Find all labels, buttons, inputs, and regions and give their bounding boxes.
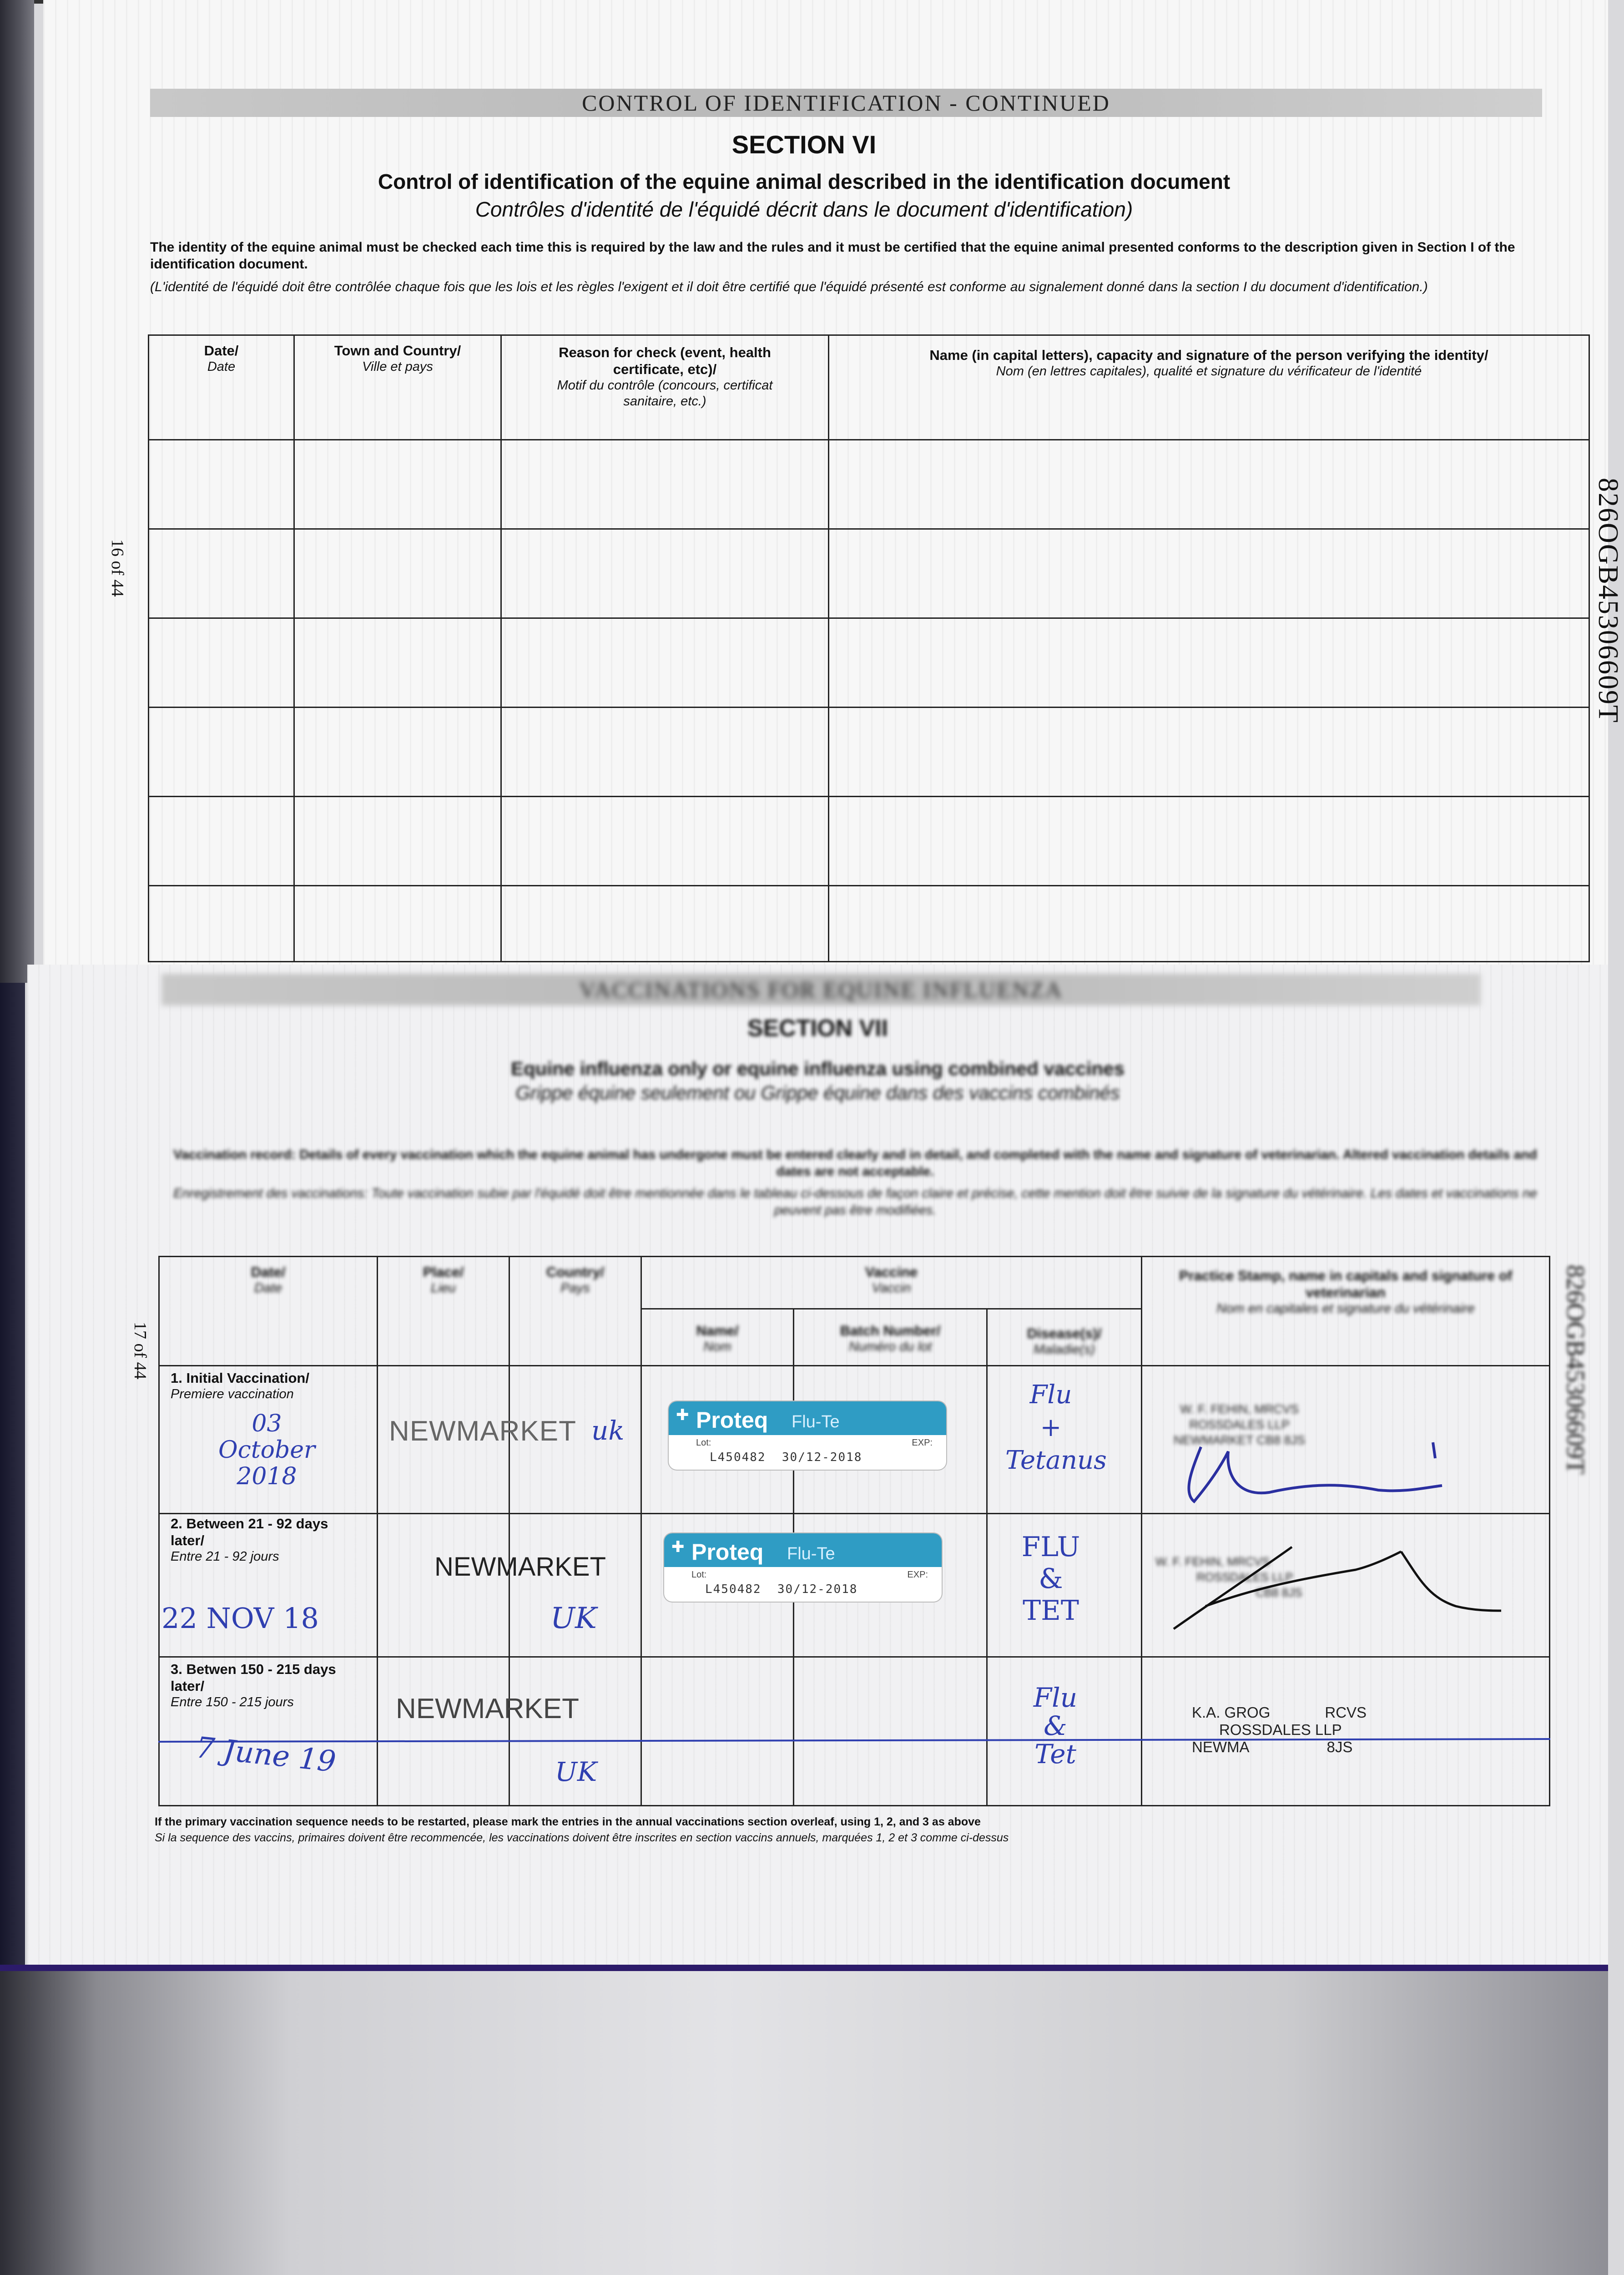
vet-signature-2 [1165,1538,1510,1638]
disease-line: Flu [1033,1682,1078,1713]
cell [501,529,829,618]
col-disease-en: Disease(s)/ [1027,1325,1102,1341]
disease-line: TET [1023,1595,1079,1627]
sticker-exp-label: EXP: [912,1438,933,1448]
cell [501,618,829,708]
footnote-fr: Si la sequence des vaccins, primaires doivent être recommencée, les vaccinations doivent être inscrites en section vaccins annuels, marquées 1, 2 et 3 comme ci-dessus [155,1831,1009,1844]
banner-control-of-identification: CONTROL OF IDENTIFICATION - CONTINUED [150,89,1542,117]
col-date [159,1257,378,1366]
cell [501,708,829,797]
table-header-row [149,335,1589,440]
stamp-line: CB8 8JS [1256,1586,1302,1599]
country-handwritten-1: uk [591,1415,625,1446]
document-number-lower: 826OGB45306609T [1561,1265,1589,1475]
row-label-en: 1. Initial Vaccination/ [171,1370,309,1386]
identification-checks-table [148,334,1590,962]
subtitle-fr-vii: Grippe équine seulement ou Grippe équine dans des vaccins combinés [515,1082,1120,1103]
disease-line: FLU [1021,1531,1080,1563]
country-handwritten-2: UK [550,1602,597,1635]
handwritten-date-3: 7 June 19 [194,1731,338,1779]
disease-line: Flu [1029,1380,1072,1410]
instructions-fr: (L'identité de l'équidé doit être contrôlée chaque fois que les lois et les règles l'exigent et il doit être certifié que l'équidé présenté est conforme au signalement donné dans la section I du document d'identification.) [150,279,1428,294]
page-number-17: 17 of 44 [131,1322,150,1380]
cell [829,440,1589,529]
col-practice-en: Practice Stamp, name in capitals and signature of veterinarian [1179,1268,1513,1300]
sticker-expiry: 30/12-2018 [782,1451,862,1464]
col-vaccine [641,1257,1142,1309]
col-town-country [294,335,501,440]
stamp-line [1192,1739,1367,1756]
col-date-fr: Date [207,359,236,374]
col-date-en: Date/ [204,343,239,359]
table-header-row [159,1257,1550,1309]
cell [501,440,829,529]
col-verifier-fr: Nom (en lettres capitales), qualité et signature du vérificateur de l'identité [996,364,1422,379]
col-vaccine-fr: Vaccin [872,1281,911,1295]
disease-line: & [1044,1710,1067,1741]
row-label-1 [171,1370,362,1402]
cell [294,797,501,886]
cell [149,797,294,886]
stamp-line: NEWMARKET CB8 8JS [1174,1433,1306,1447]
col-name-en: Name/ [696,1323,739,1339]
cell [829,708,1589,797]
vaccine-sticker-2 [664,1533,942,1602]
col-place [378,1257,509,1366]
vet-stamp-3 [1192,1704,1367,1756]
cell [149,529,294,618]
col-batch-fr: Numéro du lot [848,1340,932,1354]
stamp-rcvs: RCVS [1325,1704,1367,1721]
col-date-fr: Date [254,1281,282,1295]
cell [829,797,1589,886]
row-label-fr: Entre 21 - 92 jours [171,1549,279,1564]
stamp-line: W. F. FEHIN, MRCVS [1180,1402,1299,1416]
disease-line: & [1039,1563,1063,1595]
col-place-en: Place/ [423,1264,464,1280]
document-number: 826OGB45306609T [1593,478,1624,723]
sticker-expiry: 30/12-2018 [777,1582,858,1596]
sticker-lot-label: Lot: [691,1570,707,1580]
banner-vaccinations: VACCINATIONS FOR EQUINE INFLUENZA [161,974,1481,1006]
col-practice [1142,1257,1550,1366]
handwritten-date-1 [218,1410,315,1490]
stamp-place: NEWMA [1192,1739,1250,1755]
scanner-bed [0,1970,1608,2275]
row-label-2 [171,1515,362,1565]
date-year: 2018 [237,1463,297,1490]
col-batch-en: Batch Number/ [840,1323,941,1339]
cell [501,797,829,886]
col-country-en: Country/ [546,1264,605,1280]
instructions-en: The identity of the equine animal must be checked each time this is required by the law and the rules and it must be certified that the equine animal presented conforms to the description given in Section I of the identification document. [150,240,1515,272]
section-title: SECTION VI [731,130,877,159]
cell [294,529,501,618]
cell [641,1657,794,1806]
cell [794,1657,987,1806]
cell [294,708,501,797]
col-date-en: Date/ [251,1264,286,1280]
disease-line: + [1040,1413,1062,1442]
stamp-line: W. F. FEHIN, MRCVS [1155,1555,1270,1568]
stamp-postcode: 8JS [1326,1739,1353,1755]
subtitle-en-vii: Equine influenza only or equine influenza using combined vaccines [511,1058,1125,1079]
cell [149,708,294,797]
col-vaccine-name [641,1309,794,1366]
cell [294,618,501,708]
col-verifier [829,335,1589,440]
sticker-lot-expiry [705,1582,857,1596]
syringe-icon: ✚ [671,1538,685,1556]
col-reason-en: Reason for check (event, health certificate, etc)/ [559,344,771,377]
sticker-lot-expiry [710,1451,862,1464]
cell [509,1514,641,1657]
col-batch-number [794,1309,987,1366]
cell [149,618,294,708]
disease-line: Tetanus [1005,1446,1107,1475]
vaccination-instructions-fr: Enregistrement des vaccinations: Toute vaccination subie par l'équidé doit être mentionnée dans le tableau ci-dessous de façon claire et précise, cette mention doit être suivie de la signature du vétérinaire. Les dates et vaccinations ne peuvent pas être modifiées. [173,1186,1538,1218]
col-diseases [987,1309,1142,1366]
footnote-en: If the primary vaccination sequence needs to be restarted, please mark the entries in the annual vaccinations section overleaf, using 1, 2, and 3 as above [155,1815,981,1828]
stamp-line: ROSSDALES LLP [1189,1418,1290,1431]
section-title-vii: SECTION VII [747,1015,888,1041]
table-row [149,440,1589,529]
stamp-line: ROSSDALES LLP [1219,1721,1342,1738]
cell [149,886,294,962]
subtitle-fr: Contrôles d'identité de l'équidé décrit dans le document d'identification) [475,197,1133,221]
vet-signature-1 [1151,1433,1469,1515]
cell [294,440,501,529]
cell [378,1514,509,1657]
cell [501,886,829,962]
row-label-3 [171,1661,362,1710]
page-16 [43,0,1624,971]
col-vaccine-en: Vaccine [865,1264,918,1280]
place-stamp-1: NEWMARKET [389,1416,576,1447]
page-number-16: 16 of 44 [108,539,127,597]
cell [149,440,294,529]
cell [378,1657,509,1806]
col-name-fr: Nom [703,1340,731,1354]
col-reason-fr: Motif du contrôle (concours, certificat sanitaire, etc.) [557,378,773,409]
sticker-brand: Proteq [691,1539,764,1565]
table-row [149,618,1589,708]
sticker-product: Flu-Te [792,1412,840,1431]
disease-handwritten-1 [1005,1379,1107,1477]
country-handwritten-3: UK [555,1756,597,1787]
sticker-brand: Proteq [696,1407,768,1433]
cell [294,886,501,962]
col-reason [501,335,829,440]
scan-shadow-left-lower [0,983,25,1984]
vaccine-sticker-1 [669,1401,946,1470]
table-row [149,797,1589,886]
sticker-lot: L450482 [710,1451,766,1464]
sticker-exp-label: EXP: [907,1570,928,1580]
syringe-icon: ✚ [676,1406,689,1424]
vaccination-instructions-en: Vaccination record: Details of every vaccination which the equine animal has undergone must be entered clearly and in detail, and completed with the name and signature of veterinarian. Altered vaccination details and dates are not acceptable. [173,1148,1537,1179]
table-row [149,529,1589,618]
place-stamp-3: NEWMARKET [396,1693,579,1724]
subtitle-en: Control of identification of the equine animal described in the identification document [378,170,1231,193]
col-town-en: Town and Country/ [334,343,461,359]
sticker-lot-label: Lot: [696,1438,711,1448]
col-disease-fr: Maladie(s) [1033,1342,1095,1357]
col-date [149,335,294,440]
cell [829,618,1589,708]
row-label-fr: Premiere vaccination [171,1387,294,1401]
row-label-en: 2. Between 21 - 92 days later/ [171,1516,328,1548]
handwritten-date-2: 22 NOV 18 [161,1602,319,1635]
col-place-fr: Lieu [431,1281,456,1295]
row-label-fr: Entre 150 - 215 jours [171,1695,294,1709]
row-label-en: 3. Betwen 150 - 215 days later/ [171,1661,336,1694]
cell [829,529,1589,618]
sticker-lot: L450482 [705,1582,762,1596]
page-17 [27,965,1608,1966]
stamp-line [1192,1704,1367,1721]
stamp-line: ROSSDALES LLP [1196,1570,1293,1584]
scan-edge-line [0,1965,1608,1971]
disease-line: Tet [1034,1739,1076,1769]
stamp-name: K.A. GROG [1192,1704,1271,1721]
place-stamp-2: NEWMARKET [434,1552,606,1582]
col-country [509,1257,641,1366]
table-row [149,708,1589,797]
col-practice-fr: Nom en capitales et signature du vétérinaire [1216,1301,1475,1316]
cell [829,886,1589,962]
date-day: 03 [252,1410,282,1437]
col-town-fr: Ville et pays [362,359,433,374]
table-row [149,886,1589,962]
disease-handwritten-3 [1005,1684,1105,1768]
col-country-fr: Pays [560,1281,590,1295]
col-verifier-en: Name (in capital letters), capacity and signature of the person verifying the identity/ [929,347,1488,363]
sticker-product: Flu-Te [787,1544,835,1563]
disease-handwritten-2 [1005,1531,1096,1627]
date-month: October [218,1436,315,1464]
